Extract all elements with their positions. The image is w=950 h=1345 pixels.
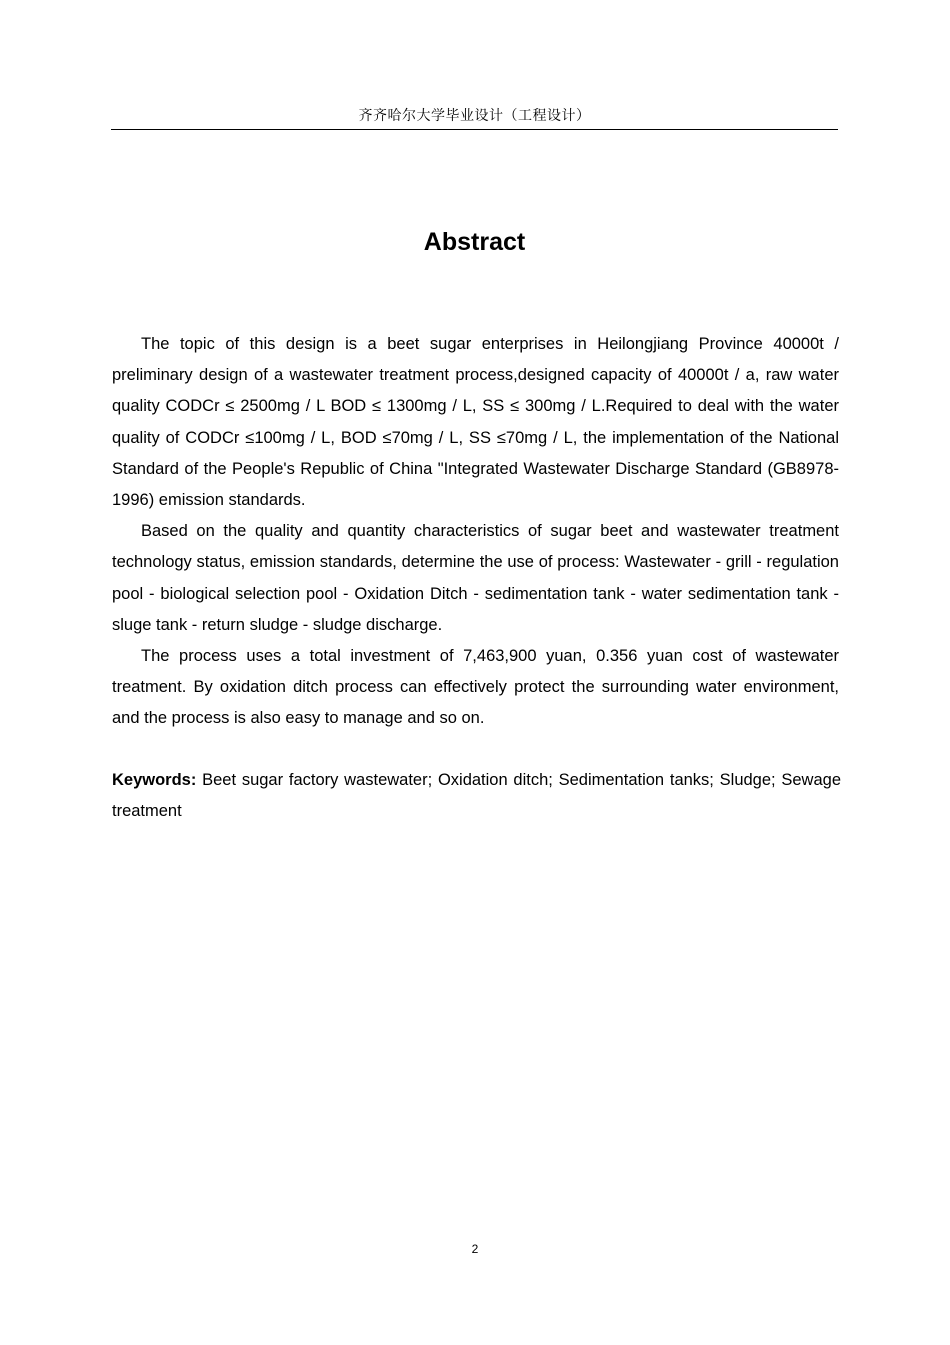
abstract-paragraph-1 xyxy=(112,329,839,516)
keywords-text: Beet sugar factory wastewater; Oxidation ditch; Sedimentation tanks; Sludge; Sewage treatment xyxy=(112,771,841,821)
keywords-line xyxy=(112,765,841,827)
page-header: 齐齐哈尔大学毕业设计（工程设计） xyxy=(358,108,591,124)
paragraph-text: Based on the quality and quantity characteristics of sugar beet and wastewater treatment technology status, emission standards, determine the use of process: Wastewater - grill - regulation pool - biological selection pool - Oxidation Ditch - sedimentation tank - water sedimentation tank - sluge tank - return sludge - sludge discharge. xyxy=(112,522,839,634)
paragraph-text: The process uses a total investment of 7,463,900 yuan, 0.356 yuan cost of wastewater treatment. By oxidation ditch process can effectively protect the surrounding water environment, and the process is also easy to manage and so on. xyxy=(112,647,839,728)
abstract-body xyxy=(112,329,839,735)
keywords-label: Keywords: xyxy=(112,771,197,789)
header-rule xyxy=(111,129,838,130)
abstract-paragraph-3 xyxy=(112,641,839,735)
paragraph-text: The topic of this design is a beet sugar enterprises in Heilongjiang Province 40000t / preliminary design of a wastewater treatment process,designed capacity of 40000t / a, raw water quality CODCr ≤ 2500mg / L BOD ≤ 1300mg / L, SS ≤ 300mg / L.Required to deal with the water quality of CODCr ≤100mg / L, BOD ≤70mg / L, SS ≤70mg / L, the implementation of the National Standard of the People's Republic of China "Integrated Wastewater Discharge Standard (GB8978-1996) emission standards. xyxy=(112,335,839,510)
abstract-paragraph-2 xyxy=(112,516,839,641)
abstract-title: Abstract xyxy=(423,228,526,256)
page-number: 2 xyxy=(471,1242,479,1256)
